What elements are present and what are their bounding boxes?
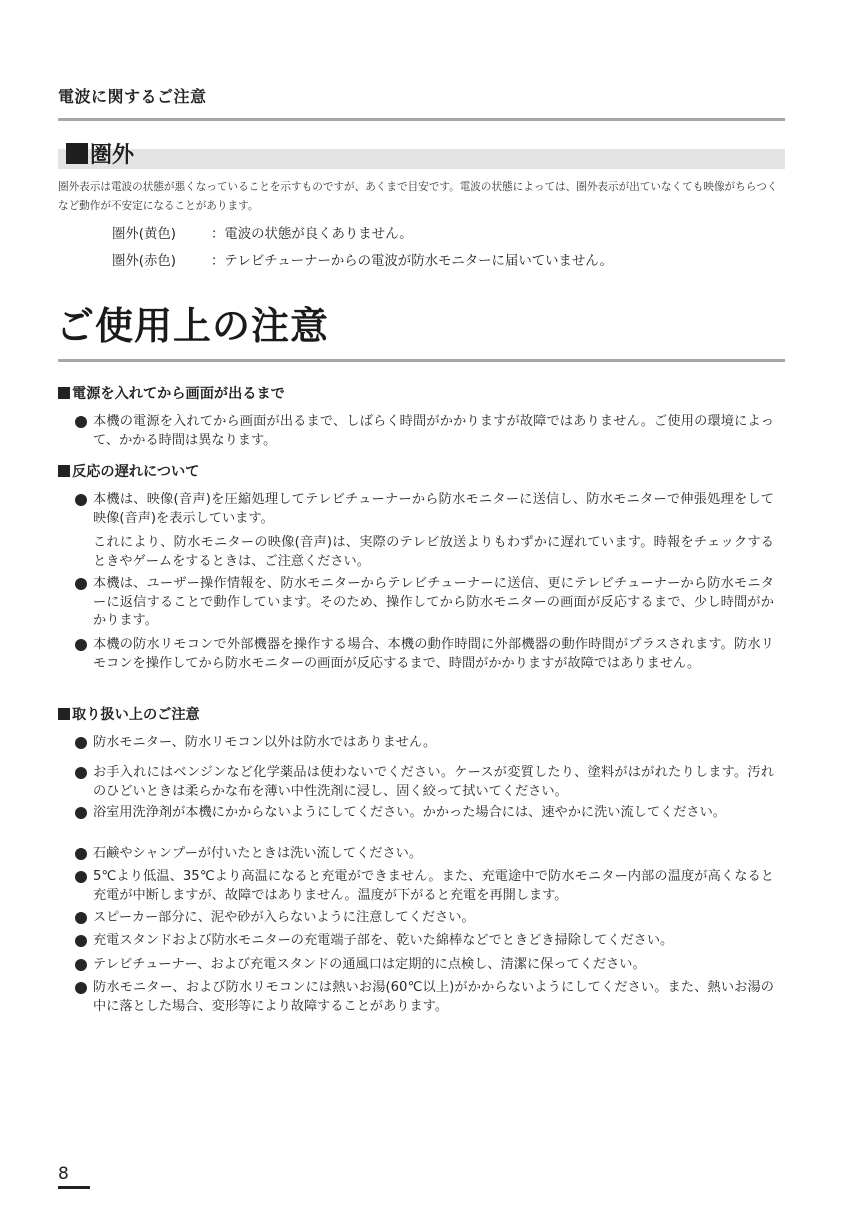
list-item: 充電スタンドおよび防水モニターの充電端子部を、乾いた綿棒などでときどき掃除してください。 [74, 932, 774, 951]
square-marker-icon [58, 465, 70, 477]
list-item: 本機は、ユーザー操作情報を、防水モニターからテレビチューナーに送信、更にテレビチューナーから防水モニターに返信することで動作しています。そのため、操作してから防水モニターの画面が反応するまで、少し時間がかかります。 [74, 575, 774, 631]
bullet-icon [75, 912, 87, 924]
list-item: 防水モニター、防水リモコン以外は防水ではありません。 [74, 734, 774, 753]
kengai-description: 圏外表示は電波の状態が悪くなっていることを示すものですが、あくまで目安です。電波の状態によっては、圏外表示が出ていなくても映像がちらつくなど動作が不安定になることがあります。 [58, 181, 778, 212]
definition-row [112, 248, 613, 275]
title-divider [58, 359, 785, 362]
square-marker-icon [58, 708, 70, 720]
list-item: 石鹸やシャンプーが付いたときは洗い流してください。 [74, 845, 774, 864]
kengai-heading [66, 141, 134, 171]
subsection-heading: 電源を入れてから画面が出るまで [58, 384, 285, 404]
list-item: 防水モニター、および防水リモコンには熱いお湯(60℃以上)がかからないようにしてください。また、熱いお湯の中に落とした場合、変形等により故障することがあります。 [74, 979, 774, 1016]
definition-term: 圏外(赤色) [112, 254, 177, 269]
bullet-icon [75, 935, 87, 947]
bullet-icon [75, 494, 87, 506]
square-marker-icon [58, 387, 70, 399]
list-item: スピーカー部分に、泥や砂が入らないように注意してください。 [74, 909, 774, 928]
list-item: 5℃より低温、35℃より高温になると充電ができません。また、充電途中で防水モニター内部の温度が高くなると充電が中断しますが、故障ではありません。温度が下がると充電を再開します。 [74, 868, 774, 905]
page-number-underline [58, 1186, 90, 1189]
list-item: 浴室用洗浄剤が本機にかからないようにしてください。かかった場合には、速やかに洗い流してください。 [74, 804, 774, 823]
kengai-heading-text: 圏外 [90, 143, 135, 168]
subsection-heading: 反応の遅れについて [58, 462, 199, 482]
square-marker-icon [66, 143, 88, 164]
bullet-icon [75, 807, 87, 819]
bullet-icon [75, 871, 87, 883]
page-title: ご使用上の注意 [56, 304, 330, 348]
definition-desc: ：テレビチューナーからの電波が防水モニターに届いていません。 [211, 254, 613, 269]
page-number: 8 [58, 1164, 69, 1184]
list-item: 本機の防水リモコンで外部機器を操作する場合、本機の動作時間に外部機器の動作時間がプラスされます。防水リモコンを操作してから防水モニターの画面が反応するまで、時間がかかりますが故障ではありません。 [74, 636, 774, 673]
bullet-icon [75, 848, 87, 860]
bullet-icon [75, 737, 87, 749]
bullet-icon [75, 578, 87, 590]
list-item: 本機は、映像(音声)を圧縮処理してテレビチューナーから防水モニターに送信し、防水モニターで伸張処理をして映像(音声)を表示しています。 [74, 491, 774, 528]
subsection-heading: 取り扱い上のご注意 [58, 705, 200, 725]
bullet-icon [75, 639, 87, 651]
definition-row [112, 221, 613, 248]
list-item: 本機の電源を入れてから画面が出るまで、しばらく時間がかかりますが故障ではありません。ご使用の環境によって、かかる時間は異なります。 [74, 413, 774, 450]
definition-desc: ：電波の状態が良くありません。 [211, 227, 413, 242]
list-item: テレビチューナー、および充電スタンドの通風口は定期的に点検し、清潔に保ってください。 [74, 956, 774, 975]
kengai-definition-list [112, 221, 613, 275]
bullet-icon [75, 416, 87, 428]
section-heading: 電波に関するご注意 [58, 87, 207, 106]
bullet-icon [75, 982, 87, 994]
subheading-band [58, 149, 785, 169]
bullet-icon [75, 767, 87, 779]
list-item-continuation: これにより、防水モニターの映像(音声)は、実際のテレビ放送よりもわずかに遅れています。時報をチェックするときやゲームをするときは、ご注意ください。 [93, 535, 774, 569]
list-item: お手入れにはベンジンなど化学薬品は使わないでください。ケースが変質したり、塗料がはがれたりします。汚れのひどいときは柔らかな布を薄い中性洗剤に浸し、固く絞って拭いてください。 [74, 764, 774, 801]
bullet-icon [75, 959, 87, 971]
definition-term: 圏外(黄色) [112, 227, 177, 242]
section-divider [58, 118, 785, 121]
